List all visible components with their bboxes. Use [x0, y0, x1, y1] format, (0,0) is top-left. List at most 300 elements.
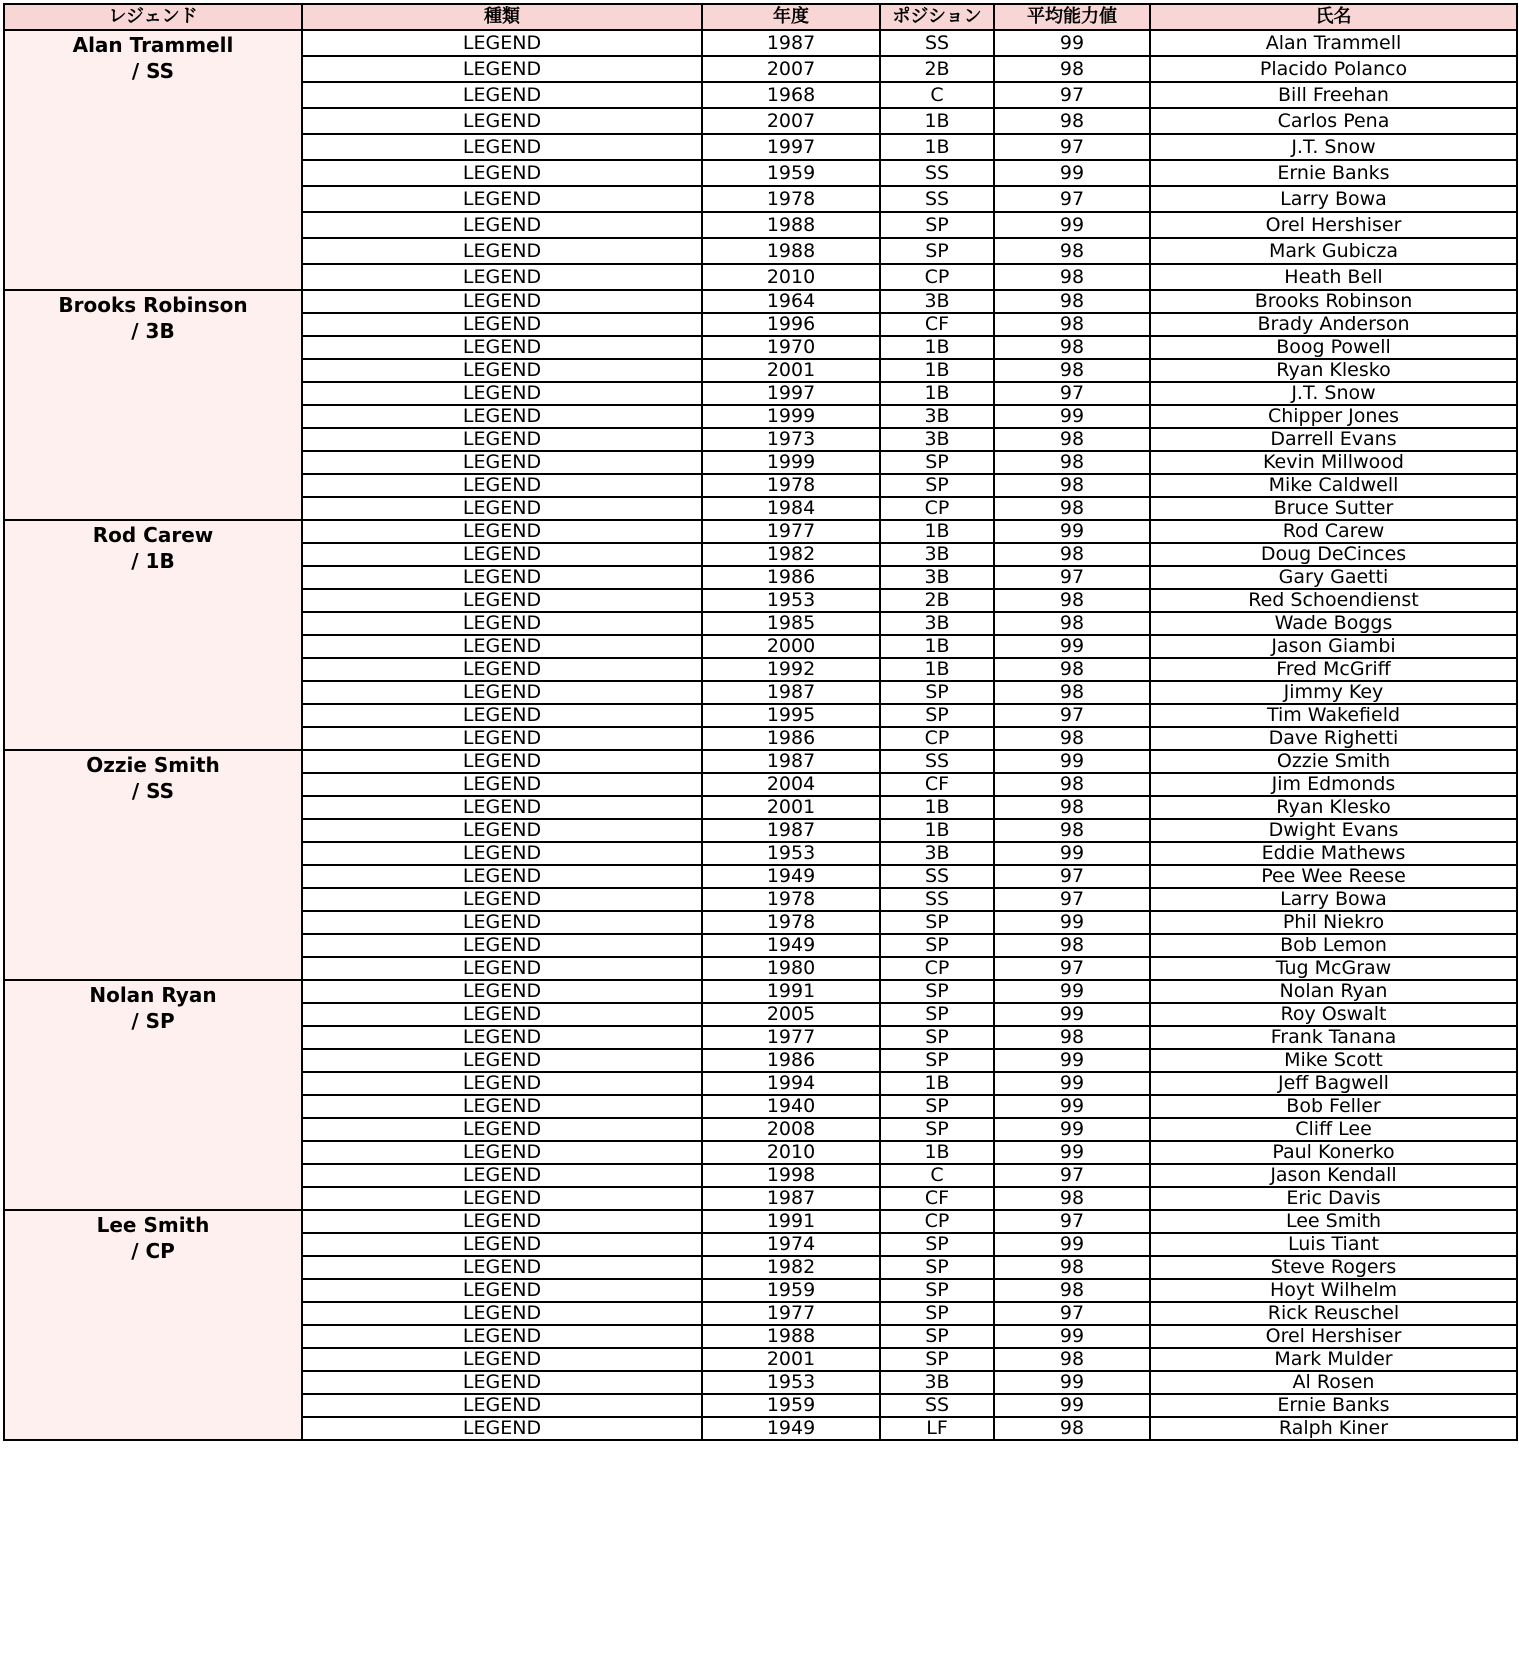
cell-position: CP: [880, 497, 994, 520]
cell-type: LEGEND: [302, 1325, 702, 1348]
cell-year: 1986: [702, 566, 880, 589]
cell-year: 1978: [702, 474, 880, 497]
cell-type: LEGEND: [302, 1394, 702, 1417]
cell-type: LEGEND: [302, 589, 702, 612]
cell-year: 1988: [702, 1325, 880, 1348]
header-year: 年度: [702, 4, 880, 30]
cell-avg: 97: [994, 1302, 1150, 1325]
cell-player-name: Alan Trammell: [1150, 30, 1517, 56]
cell-player-name: Mark Gubicza: [1150, 238, 1517, 264]
cell-avg: 97: [994, 186, 1150, 212]
cell-position: 1B: [880, 658, 994, 681]
cell-avg: 97: [994, 566, 1150, 589]
cell-type: LEGEND: [302, 911, 702, 934]
cell-position: SP: [880, 934, 994, 957]
cell-avg: 98: [994, 56, 1150, 82]
cell-position: SP: [880, 1279, 994, 1302]
cell-avg: 99: [994, 1003, 1150, 1026]
cell-year: 1987: [702, 750, 880, 773]
cell-player-name: J.T. Snow: [1150, 382, 1517, 405]
cell-position: 1B: [880, 134, 994, 160]
cell-type: LEGEND: [302, 1049, 702, 1072]
cell-type: LEGEND: [302, 1141, 702, 1164]
cell-type: LEGEND: [302, 1026, 702, 1049]
cell-position: SS: [880, 888, 994, 911]
cell-type: LEGEND: [302, 1233, 702, 1256]
cell-player-name: Jim Edmonds: [1150, 773, 1517, 796]
cell-player-name: Luis Tiant: [1150, 1233, 1517, 1256]
cell-type: LEGEND: [302, 566, 702, 589]
cell-position: C: [880, 82, 994, 108]
table-header: [4, 4, 1517, 30]
cell-position: SS: [880, 160, 994, 186]
cell-type: LEGEND: [302, 888, 702, 911]
cell-type: LEGEND: [302, 108, 702, 134]
cell-year: 2010: [702, 264, 880, 290]
cell-type: LEGEND: [302, 704, 702, 727]
cell-year: 1953: [702, 1371, 880, 1394]
cell-type: LEGEND: [302, 186, 702, 212]
legend-group-cell: [4, 30, 302, 290]
header-legend: レジェンド: [4, 4, 302, 30]
cell-avg: 98: [994, 658, 1150, 681]
cell-position: SS: [880, 1394, 994, 1417]
cell-avg: 98: [994, 1187, 1150, 1210]
cell-type: LEGEND: [302, 681, 702, 704]
cell-player-name: Carlos Pena: [1150, 108, 1517, 134]
cell-player-name: Jeff Bagwell: [1150, 1072, 1517, 1095]
cell-type: LEGEND: [302, 160, 702, 186]
cell-avg: 99: [994, 1233, 1150, 1256]
cell-player-name: Tim Wakefield: [1150, 704, 1517, 727]
cell-player-name: Cliff Lee: [1150, 1118, 1517, 1141]
cell-player-name: Chipper Jones: [1150, 405, 1517, 428]
cell-type: LEGEND: [302, 796, 702, 819]
cell-type: LEGEND: [302, 264, 702, 290]
cell-year: 2004: [702, 773, 880, 796]
cell-avg: 99: [994, 1049, 1150, 1072]
cell-player-name: Bob Lemon: [1150, 934, 1517, 957]
cell-avg: 98: [994, 336, 1150, 359]
cell-position: 1B: [880, 359, 994, 382]
cell-type: LEGEND: [302, 819, 702, 842]
cell-year: 1988: [702, 238, 880, 264]
cell-player-name: Lee Smith: [1150, 1210, 1517, 1233]
cell-position: CP: [880, 957, 994, 980]
legend-position: / CP: [131, 1239, 175, 1263]
cell-type: LEGEND: [302, 382, 702, 405]
cell-year: 2010: [702, 1141, 880, 1164]
cell-avg: 98: [994, 1026, 1150, 1049]
cell-position: SS: [880, 865, 994, 888]
cell-player-name: Ryan Klesko: [1150, 796, 1517, 819]
cell-player-name: Dave Righetti: [1150, 727, 1517, 750]
cell-type: LEGEND: [302, 1187, 702, 1210]
cell-year: 1991: [702, 980, 880, 1003]
cell-player-name: Bill Freehan: [1150, 82, 1517, 108]
cell-avg: 98: [994, 612, 1150, 635]
cell-avg: 97: [994, 1210, 1150, 1233]
cell-player-name: Doug DeCinces: [1150, 543, 1517, 566]
cell-player-name: Tug McGraw: [1150, 957, 1517, 980]
cell-player-name: Eric Davis: [1150, 1187, 1517, 1210]
cell-year: 1949: [702, 1417, 880, 1440]
cell-type: LEGEND: [302, 30, 702, 56]
cell-year: 1988: [702, 212, 880, 238]
cell-avg: 98: [994, 1279, 1150, 1302]
cell-player-name: Pee Wee Reese: [1150, 865, 1517, 888]
table-row: [4, 1210, 1517, 1233]
cell-player-name: Paul Konerko: [1150, 1141, 1517, 1164]
cell-position: 3B: [880, 428, 994, 451]
cell-position: CF: [880, 1187, 994, 1210]
cell-type: LEGEND: [302, 1210, 702, 1233]
cell-type: LEGEND: [302, 313, 702, 336]
cell-year: 2005: [702, 1003, 880, 1026]
cell-avg: 97: [994, 134, 1150, 160]
cell-type: LEGEND: [302, 497, 702, 520]
cell-type: LEGEND: [302, 543, 702, 566]
cell-avg: 97: [994, 957, 1150, 980]
cell-position: 3B: [880, 405, 994, 428]
cell-type: LEGEND: [302, 750, 702, 773]
cell-player-name: Roy Oswalt: [1150, 1003, 1517, 1026]
cell-avg: 98: [994, 1417, 1150, 1440]
cell-year: 1949: [702, 934, 880, 957]
cell-player-name: Placido Polanco: [1150, 56, 1517, 82]
cell-year: 1987: [702, 681, 880, 704]
cell-avg: 98: [994, 474, 1150, 497]
cell-avg: 97: [994, 865, 1150, 888]
cell-position: SS: [880, 750, 994, 773]
cell-avg: 98: [994, 681, 1150, 704]
table-row: [4, 750, 1517, 773]
cell-player-name: Ralph Kiner: [1150, 1417, 1517, 1440]
cell-player-name: Mark Mulder: [1150, 1348, 1517, 1371]
cell-player-name: Mike Scott: [1150, 1049, 1517, 1072]
header-row: [4, 4, 1517, 30]
cell-avg: 97: [994, 1164, 1150, 1187]
cell-avg: 97: [994, 82, 1150, 108]
cell-avg: 98: [994, 451, 1150, 474]
cell-year: 1997: [702, 134, 880, 160]
cell-type: LEGEND: [302, 842, 702, 865]
cell-avg: 99: [994, 30, 1150, 56]
cell-player-name: Bob Feller: [1150, 1095, 1517, 1118]
cell-avg: 98: [994, 359, 1150, 382]
cell-position: SP: [880, 681, 994, 704]
cell-avg: 98: [994, 1256, 1150, 1279]
cell-player-name: Frank Tanana: [1150, 1026, 1517, 1049]
header-avg: 平均能力値: [994, 4, 1150, 30]
cell-year: 1964: [702, 290, 880, 313]
cell-avg: 98: [994, 428, 1150, 451]
cell-year: 1985: [702, 612, 880, 635]
cell-position: 1B: [880, 382, 994, 405]
cell-year: 1987: [702, 30, 880, 56]
cell-avg: 99: [994, 212, 1150, 238]
cell-position: SP: [880, 704, 994, 727]
cell-avg: 98: [994, 796, 1150, 819]
cell-avg: 99: [994, 520, 1150, 543]
cell-player-name: Jimmy Key: [1150, 681, 1517, 704]
cell-year: 1970: [702, 336, 880, 359]
cell-type: LEGEND: [302, 1072, 702, 1095]
legend-position: / SS: [131, 779, 175, 803]
legend-group-cell: [4, 1210, 302, 1440]
cell-type: LEGEND: [302, 290, 702, 313]
cell-position: SP: [880, 1049, 994, 1072]
cell-player-name: Phil Niekro: [1150, 911, 1517, 934]
cell-player-name: Mike Caldwell: [1150, 474, 1517, 497]
cell-player-name: Boog Powell: [1150, 336, 1517, 359]
cell-year: 1978: [702, 888, 880, 911]
cell-type: LEGEND: [302, 82, 702, 108]
cell-avg: 99: [994, 1095, 1150, 1118]
cell-position: C: [880, 1164, 994, 1187]
cell-avg: 99: [994, 980, 1150, 1003]
legend-name: Rod Carew: [92, 523, 214, 547]
cell-type: LEGEND: [302, 773, 702, 796]
cell-year: 1978: [702, 911, 880, 934]
cell-avg: 98: [994, 290, 1150, 313]
cell-type: LEGEND: [302, 238, 702, 264]
legend-group-cell: [4, 750, 302, 980]
cell-avg: 98: [994, 819, 1150, 842]
cell-avg: 99: [994, 1118, 1150, 1141]
cell-avg: 99: [994, 1325, 1150, 1348]
cell-type: LEGEND: [302, 405, 702, 428]
cell-avg: 97: [994, 888, 1150, 911]
cell-type: LEGEND: [302, 520, 702, 543]
cell-year: 1995: [702, 704, 880, 727]
cell-avg: 99: [994, 405, 1150, 428]
cell-position: SP: [880, 1233, 994, 1256]
cell-type: LEGEND: [302, 1417, 702, 1440]
cell-type: LEGEND: [302, 957, 702, 980]
cell-position: LF: [880, 1417, 994, 1440]
cell-year: 1984: [702, 497, 880, 520]
cell-year: 1959: [702, 1279, 880, 1302]
cell-type: LEGEND: [302, 1095, 702, 1118]
cell-player-name: Dwight Evans: [1150, 819, 1517, 842]
cell-player-name: Orel Hershiser: [1150, 1325, 1517, 1348]
cell-year: 2008: [702, 1118, 880, 1141]
cell-type: LEGEND: [302, 934, 702, 957]
table-row: [4, 290, 1517, 313]
cell-year: 1982: [702, 543, 880, 566]
legend-position: / SP: [131, 1009, 175, 1033]
cell-year: 1987: [702, 1187, 880, 1210]
cell-year: 2007: [702, 108, 880, 134]
cell-avg: 99: [994, 1371, 1150, 1394]
cell-position: SS: [880, 186, 994, 212]
cell-type: LEGEND: [302, 1371, 702, 1394]
cell-year: 2001: [702, 359, 880, 382]
cell-position: SP: [880, 1026, 994, 1049]
cell-year: 2001: [702, 796, 880, 819]
cell-position: 1B: [880, 336, 994, 359]
cell-year: 1992: [702, 658, 880, 681]
cell-year: 1994: [702, 1072, 880, 1095]
legend-name: Ozzie Smith: [86, 753, 220, 777]
cell-position: 1B: [880, 108, 994, 134]
cell-position: 3B: [880, 842, 994, 865]
cell-year: 1978: [702, 186, 880, 212]
cell-year: 1996: [702, 313, 880, 336]
cell-type: LEGEND: [302, 612, 702, 635]
cell-type: LEGEND: [302, 1118, 702, 1141]
cell-year: 2000: [702, 635, 880, 658]
cell-year: 1953: [702, 842, 880, 865]
legend-name: Lee Smith: [96, 1213, 210, 1237]
cell-position: 1B: [880, 520, 994, 543]
cell-position: 3B: [880, 290, 994, 313]
cell-avg: 99: [994, 911, 1150, 934]
cell-year: 1959: [702, 1394, 880, 1417]
cell-position: 1B: [880, 635, 994, 658]
table-row: [4, 30, 1517, 56]
cell-type: LEGEND: [302, 1256, 702, 1279]
cell-position: CP: [880, 1210, 994, 1233]
cell-type: LEGEND: [302, 980, 702, 1003]
cell-year: 1974: [702, 1233, 880, 1256]
cell-year: 1987: [702, 819, 880, 842]
header-name: 氏名: [1150, 4, 1517, 30]
cell-player-name: Ernie Banks: [1150, 1394, 1517, 1417]
header-type: 種類: [302, 4, 702, 30]
cell-type: LEGEND: [302, 359, 702, 382]
cell-avg: 98: [994, 773, 1150, 796]
cell-avg: 99: [994, 635, 1150, 658]
legend-name: Nolan Ryan: [89, 983, 217, 1007]
cell-position: SP: [880, 1348, 994, 1371]
cell-position: SP: [880, 1256, 994, 1279]
cell-year: 2001: [702, 1348, 880, 1371]
table-row: [4, 520, 1517, 543]
cell-position: 2B: [880, 589, 994, 612]
cell-player-name: Larry Bowa: [1150, 186, 1517, 212]
cell-player-name: Rick Reuschel: [1150, 1302, 1517, 1325]
cell-player-name: Orel Hershiser: [1150, 212, 1517, 238]
cell-avg: 99: [994, 1141, 1150, 1164]
cell-position: SP: [880, 1003, 994, 1026]
cell-avg: 97: [994, 704, 1150, 727]
cell-player-name: Brooks Robinson: [1150, 290, 1517, 313]
cell-position: 3B: [880, 1371, 994, 1394]
cell-position: 1B: [880, 819, 994, 842]
cell-type: LEGEND: [302, 212, 702, 238]
cell-avg: 98: [994, 1348, 1150, 1371]
cell-player-name: Nolan Ryan: [1150, 980, 1517, 1003]
cell-player-name: Jason Giambi: [1150, 635, 1517, 658]
cell-type: LEGEND: [302, 428, 702, 451]
cell-position: SP: [880, 1302, 994, 1325]
cell-year: 1997: [702, 382, 880, 405]
cell-avg: 99: [994, 750, 1150, 773]
header-position: ポジション: [880, 4, 994, 30]
cell-year: 1977: [702, 520, 880, 543]
cell-year: 1949: [702, 865, 880, 888]
cell-position: SP: [880, 1095, 994, 1118]
cell-player-name: Ryan Klesko: [1150, 359, 1517, 382]
cell-player-name: J.T. Snow: [1150, 134, 1517, 160]
legend-name: Brooks Robinson: [58, 293, 248, 317]
cell-avg: 99: [994, 1394, 1150, 1417]
cell-type: LEGEND: [302, 1003, 702, 1026]
cell-avg: 98: [994, 313, 1150, 336]
cell-type: LEGEND: [302, 1164, 702, 1187]
table-row: [4, 980, 1517, 1003]
cell-position: CP: [880, 727, 994, 750]
cell-year: 1959: [702, 160, 880, 186]
table-body: [4, 30, 1517, 1440]
cell-year: 1977: [702, 1026, 880, 1049]
cell-position: SP: [880, 911, 994, 934]
cell-type: LEGEND: [302, 451, 702, 474]
cell-type: LEGEND: [302, 474, 702, 497]
cell-position: SP: [880, 238, 994, 264]
cell-avg: 98: [994, 264, 1150, 290]
cell-year: 1998: [702, 1164, 880, 1187]
cell-type: LEGEND: [302, 56, 702, 82]
cell-year: 1940: [702, 1095, 880, 1118]
cell-type: LEGEND: [302, 134, 702, 160]
cell-position: SP: [880, 1325, 994, 1348]
cell-position: 2B: [880, 56, 994, 82]
cell-player-name: Bruce Sutter: [1150, 497, 1517, 520]
cell-player-name: Fred McGriff: [1150, 658, 1517, 681]
cell-year: 2007: [702, 56, 880, 82]
cell-player-name: Larry Bowa: [1150, 888, 1517, 911]
cell-position: CF: [880, 313, 994, 336]
cell-type: LEGEND: [302, 1302, 702, 1325]
legend-name: Alan Trammell: [72, 33, 234, 57]
cell-player-name: Ernie Banks: [1150, 160, 1517, 186]
cell-year: 1986: [702, 727, 880, 750]
cell-player-name: Heath Bell: [1150, 264, 1517, 290]
legend-position: / 3B: [131, 319, 175, 343]
legend-table: [3, 3, 1518, 1441]
cell-type: LEGEND: [302, 336, 702, 359]
legend-group-cell: [4, 290, 302, 520]
cell-player-name: Hoyt Wilhelm: [1150, 1279, 1517, 1302]
cell-year: 1973: [702, 428, 880, 451]
cell-year: 1999: [702, 405, 880, 428]
cell-avg: 99: [994, 1072, 1150, 1095]
cell-avg: 98: [994, 589, 1150, 612]
cell-player-name: Red Schoendienst: [1150, 589, 1517, 612]
cell-avg: 97: [994, 382, 1150, 405]
cell-player-name: Eddie Mathews: [1150, 842, 1517, 865]
legend-sheet: [3, 3, 1518, 1441]
cell-position: 1B: [880, 796, 994, 819]
cell-position: CP: [880, 264, 994, 290]
cell-year: 1968: [702, 82, 880, 108]
cell-year: 1986: [702, 1049, 880, 1072]
cell-year: 1977: [702, 1302, 880, 1325]
cell-position: SP: [880, 1118, 994, 1141]
cell-player-name: Jason Kendall: [1150, 1164, 1517, 1187]
cell-avg: 98: [994, 108, 1150, 134]
cell-player-name: Kevin Millwood: [1150, 451, 1517, 474]
cell-position: 3B: [880, 566, 994, 589]
cell-player-name: Al Rosen: [1150, 1371, 1517, 1394]
cell-year: 1953: [702, 589, 880, 612]
cell-player-name: Rod Carew: [1150, 520, 1517, 543]
cell-position: 3B: [880, 543, 994, 566]
cell-position: SP: [880, 980, 994, 1003]
